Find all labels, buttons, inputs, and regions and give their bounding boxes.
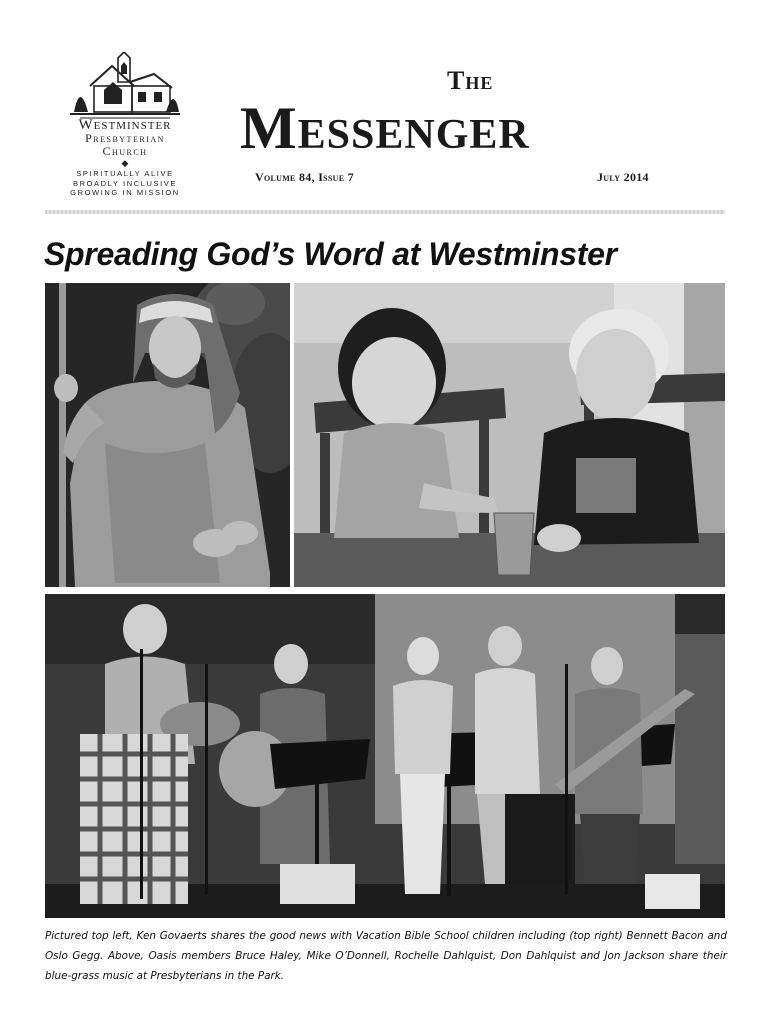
church-logo — [55, 52, 195, 202]
photo-storyteller — [45, 283, 290, 587]
logo-name-line3: Church — [102, 144, 148, 158]
church-building-icon — [70, 52, 180, 120]
logo-wordmark — [55, 118, 195, 198]
logo-name-line1: Westminster — [78, 117, 172, 133]
logo-motto-line: BROADLY INCLUSIVE — [72, 178, 178, 188]
issue-volume: Volume 84, Issue 7 — [255, 170, 354, 184]
masthead-divider — [45, 210, 725, 214]
photo-oasis-band — [45, 594, 725, 918]
photo-caption: Pictured top left, Ken Govaerts shares the good news with Vacation Bible School children including (top right) Bennett Bacon and Oslo Gegg. Above, Oasis members Bruce Haley, Mike O’Donnell, Rochelle Dahlquist, Don Dahlquist and Jon Jackson share their blue-grass music at Presbyterians in the Park. — [45, 930, 727, 982]
article-headline: Spreading God’s Word at Westminster — [44, 236, 617, 272]
logo-motto-line: GROWING IN MISSION — [70, 188, 180, 197]
masthead-title: Messenger — [240, 95, 530, 161]
photo-vbs-children — [294, 283, 725, 587]
logo-motto-line: SPIRITUALLY ALIVE — [76, 169, 174, 178]
logo-name-line2: Presbyterian — [85, 131, 165, 145]
logo-diamond-icon: ◆ — [121, 158, 129, 168]
issue-date: July 2014 — [597, 170, 649, 184]
masthead-the: The — [447, 66, 494, 95]
